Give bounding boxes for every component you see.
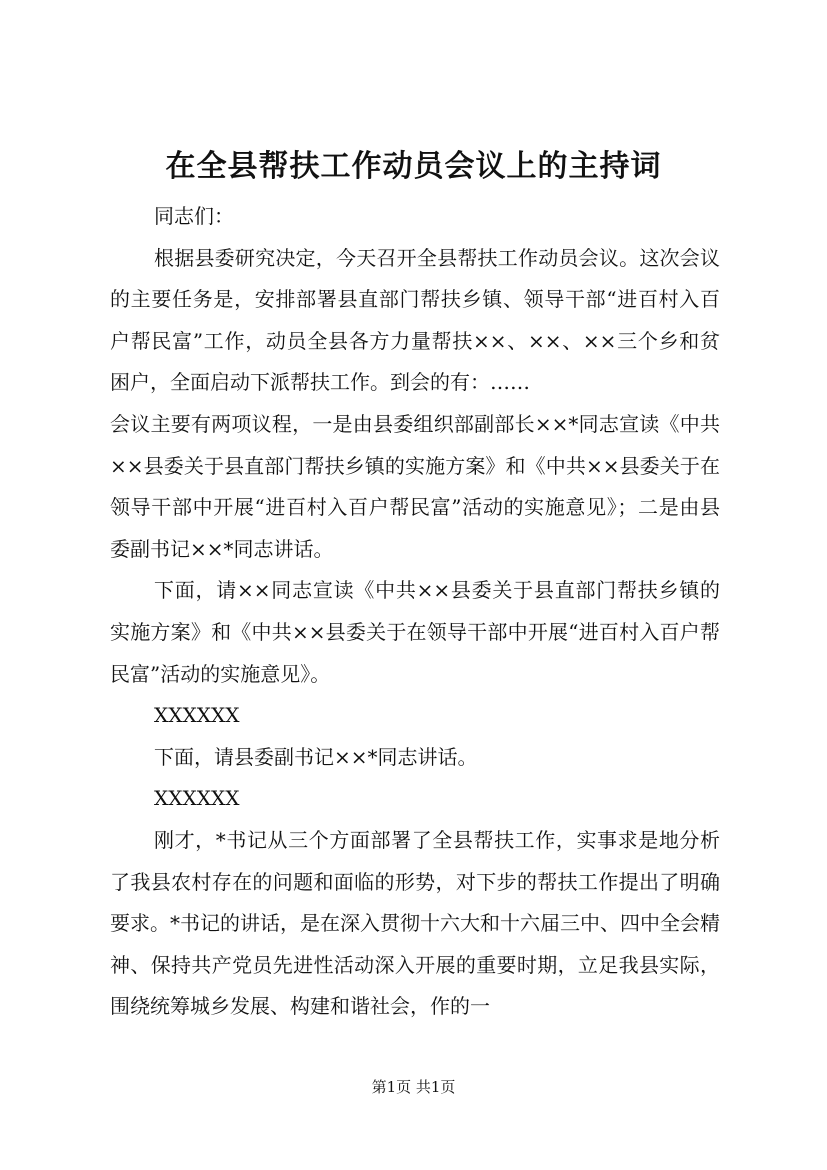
document-title: 在全县帮扶工作动员会议上的主持词 — [165, 149, 662, 184]
paragraph-agenda: 会议主要有两项议程，一是由县委组织部副部长××*同志宣读《中共××县委关于县直部门帮扶乡镇的实施方案》和《中共××县委关于在领导干部中开展“进百村入百户帮民富”活动的实施意见》；二是由县委副书记××*同志讲话。 — [110, 411, 720, 561]
paragraph-placeholder-2: XXXXXX — [154, 786, 240, 811]
paragraph-summary: 刚才，*书记从三个方面部署了全县帮扶工作，实事求是地分析了我县农村存在的问题和面临的形势，对下步的帮扶工作提出了明确要求。*书记的讲话，是在深入贯彻十六大和十六届三中、四中全会精神、保持共产党员先进性活动深入开展的重要时期，立足我县实际，围绕统筹城乡发展、构建和谐社会，作的一 — [110, 827, 720, 1019]
paragraph-opening: 根据县委研究决定，今天召开全县帮扶工作动员会议。这次会议的主要任务是，安排部署县直部门帮扶乡镇、领导干部“进百村入百户帮民富”工作，动员全县各方力量帮扶××、××、××三个乡和贫困户，全面启动下派帮扶工作。到会的有：…… — [110, 245, 720, 395]
paragraph-greeting: 同志们： — [154, 204, 234, 228]
paragraph-placeholder-1: XXXXXX — [154, 703, 240, 728]
paragraph-first-item: 下面，请××同志宣读《中共××县委关于县直部门帮扶乡镇的实施方案》和《中共××县委关于在领导干部中开展“进百村入百户帮民富”活动的实施意见》。 — [110, 578, 720, 686]
page-footer: 第1页 共1页 — [371, 1078, 456, 1096]
paragraph-second-item: 下面，请县委副书记××*同志讲话。 — [154, 744, 478, 769]
document-body — [110, 196, 720, 1028]
